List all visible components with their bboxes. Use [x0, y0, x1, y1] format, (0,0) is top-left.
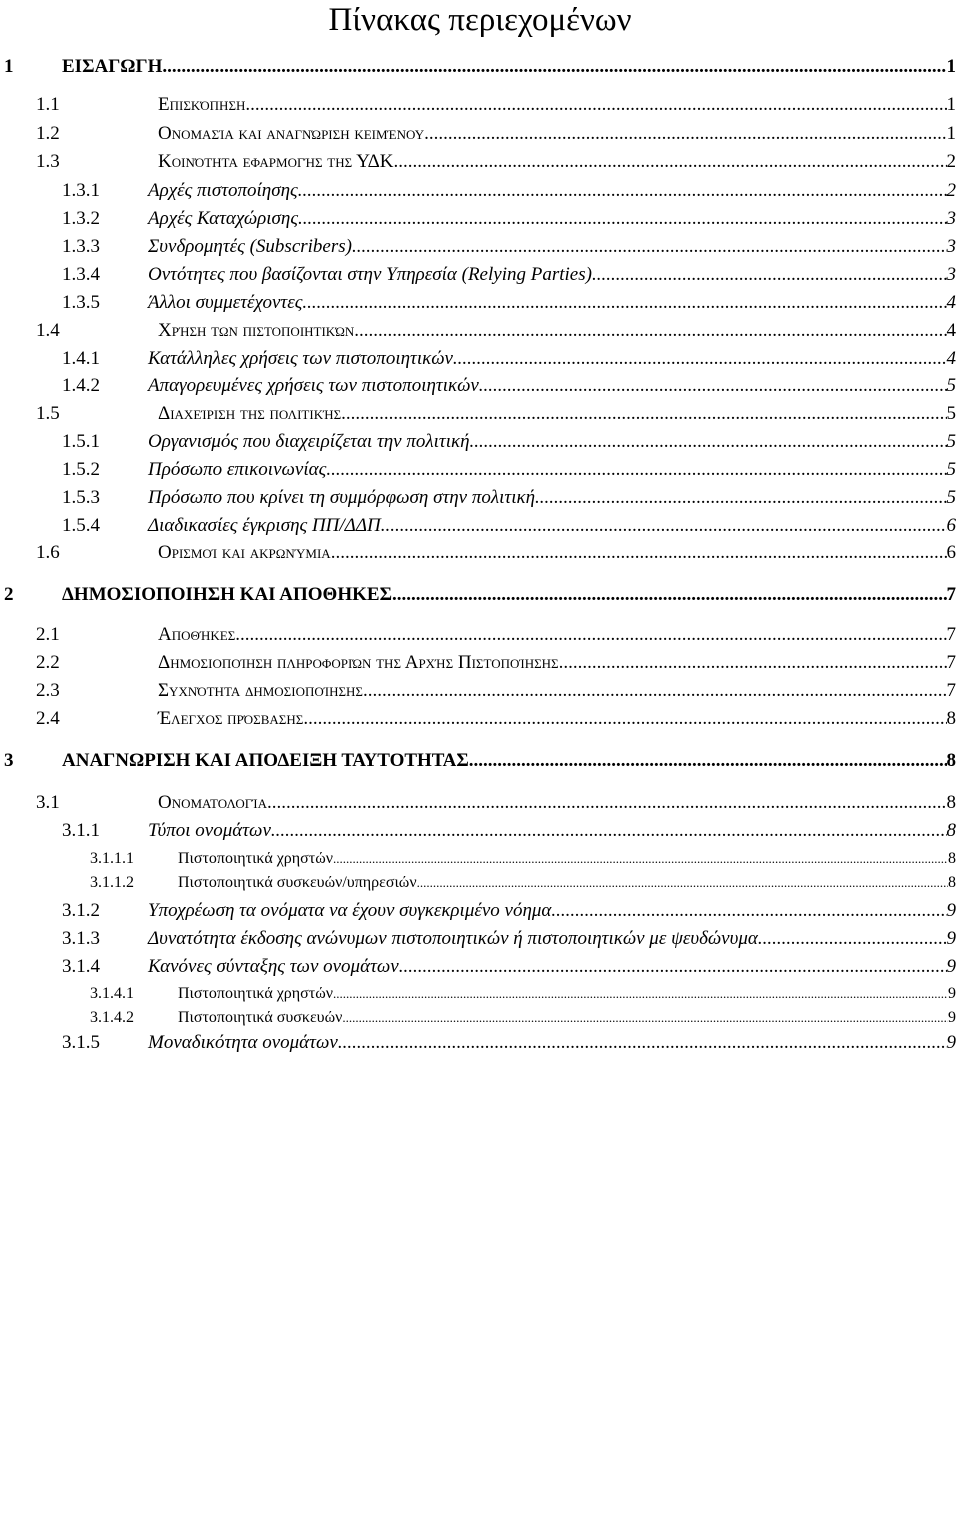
toc-entry-label: Αρχές Καταχώρισης: [148, 208, 299, 229]
toc-entry-label: Πιστοποιητικά χρηστών: [178, 850, 333, 867]
toc-entry-label: Ονοματολογία: [158, 792, 268, 813]
toc-entry-page: 8: [948, 850, 956, 867]
toc-entry-number: 1.3.4: [62, 264, 100, 285]
toc-entry-page: 6: [946, 515, 956, 536]
toc-entry-number: 1.3.1: [62, 180, 100, 201]
toc-entry-number: 3.1.4.2: [90, 1009, 134, 1026]
toc-entry-page: 1: [946, 94, 956, 115]
toc-entry-label: Πιστοποιητικά χρηστών: [178, 985, 333, 1002]
toc-entry-page: 9: [948, 1009, 956, 1026]
toc-leader-dots: [162, 56, 946, 78]
toc-entry[interactable]: [0, 1032, 960, 1054]
toc-leader-dots: [303, 708, 946, 730]
toc-entry[interactable]: [0, 208, 960, 230]
toc-entry[interactable]: [0, 56, 960, 78]
toc-entry-page: 3: [946, 264, 956, 285]
toc-entry-label: Διαδικασίες έγκρισης ΠΠ/ΔΔΠ: [148, 515, 381, 536]
toc-entry-number: 1.3.2: [62, 208, 100, 229]
toc-leader-dots: [453, 348, 947, 370]
toc-entry[interactable]: [0, 708, 960, 730]
toc-entry-number: 1.3.5: [62, 292, 100, 313]
toc-entry-number: 1: [4, 56, 14, 77]
toc-leader-dots: [331, 542, 947, 564]
toc-entry-label: Δημοσιοποίηση πληροφοριών της Αρχής Πιστοποίησης: [158, 652, 559, 673]
toc-entry-number: 3.1.2: [62, 900, 100, 921]
toc-leader-dots: [235, 624, 946, 646]
toc-entry-page: 4: [946, 348, 956, 369]
toc-entry-label: Συνδρομητές (Subscribers): [148, 236, 352, 257]
toc-entry[interactable]: [0, 292, 960, 314]
toc-entry[interactable]: [0, 584, 960, 606]
toc-entry-number: 1.5.2: [62, 459, 100, 480]
toc-entry-number: 3.1.3: [62, 928, 100, 949]
toc-entry-label: Πιστοποιητικά συσκευών/υπηρεσιών: [178, 874, 417, 891]
toc-entry-page: 5: [946, 459, 956, 480]
toc-leader-dots: [271, 820, 947, 842]
toc-entry-number: 3: [4, 750, 14, 771]
toc-entry-label: Πιστοποιητικά συσκευών: [178, 1009, 343, 1026]
toc-leader-dots: [469, 750, 947, 772]
toc-entry-number: 1.5.1: [62, 431, 100, 452]
toc-leader-dots: [551, 900, 946, 922]
toc-entry-label: Υποχρέωση τα ονόματα να έχουν συγκεκριμένο νόημα: [148, 900, 552, 921]
toc-entry[interactable]: [0, 956, 960, 978]
toc-leader-dots: [298, 208, 946, 230]
toc-entry-page: 5: [946, 487, 956, 508]
toc-entry-label: ΕΙΣΑΓΩΓΗ: [62, 56, 163, 77]
toc-entry-page: 8: [946, 820, 956, 841]
toc-leader-dots: [333, 984, 948, 1004]
toc-entry[interactable]: [0, 375, 960, 397]
toc-entry[interactable]: [0, 542, 960, 564]
toc-leader-dots: [245, 94, 946, 116]
toc-entry-number: 1.1: [36, 94, 60, 115]
toc-entry-label: Συχνότητα δημοσιοποίησης: [158, 680, 363, 701]
toc-leader-dots: [399, 956, 947, 978]
toc-entry-page: 1: [946, 56, 956, 77]
toc-leader-dots: [363, 680, 947, 702]
toc-entry-number: 2.2: [36, 652, 60, 673]
toc-entry-number: 1.3: [36, 151, 60, 172]
toc-entry-page: 2: [946, 151, 956, 172]
toc-entry-label: Ονομασία και αναγνώριση κειμένου: [158, 123, 425, 144]
toc-entry[interactable]: [0, 264, 960, 286]
toc-entry-label: ΔΗΜΟΣΙΟΠΟΙΗΣΗ ΚΑΙ ΑΠΟΘΗΚΕΣ: [62, 584, 392, 605]
toc-entry[interactable]: [0, 900, 960, 922]
toc-entry[interactable]: [0, 680, 960, 702]
toc-entry-number: 1.6: [36, 542, 60, 563]
toc-entry-number: 1.5.4: [62, 515, 100, 536]
toc-leader-dots: [394, 151, 947, 173]
toc-entry-page: 5: [946, 403, 956, 424]
toc-entry[interactable]: [0, 515, 960, 537]
toc-entry-label: Επισκόπηση: [158, 94, 246, 115]
toc-entry-number: 1.4: [36, 320, 60, 341]
toc-leader-dots: [298, 180, 947, 202]
toc-entry-number: 1.4.1: [62, 348, 100, 369]
toc-entry-page: 9: [946, 900, 956, 921]
toc-entry-label: Αρχές πιστοποίησης: [148, 180, 298, 201]
toc-entry-number: 1.3.3: [62, 236, 100, 257]
toc-entry-page: 8: [946, 792, 956, 813]
toc-leader-dots: [338, 1032, 947, 1054]
toc-entry[interactable]: [0, 928, 960, 950]
toc-leader-dots: [758, 928, 947, 950]
toc-entry[interactable]: [0, 820, 960, 842]
toc-entry[interactable]: [0, 431, 960, 453]
toc-leader-dots: [381, 515, 947, 537]
toc-entry-label: Μοναδικότητα ονομάτων: [148, 1032, 338, 1053]
toc-leader-dots: [424, 123, 946, 145]
toc-entry[interactable]: [0, 403, 960, 425]
toc-entry-page: 8: [946, 750, 956, 771]
toc-entry-label: Οργανισμός που διαχειρίζεται την πολιτική: [148, 431, 470, 452]
toc-title: Πίνακας περιεχομένων: [328, 2, 632, 38]
toc-entry[interactable]: [0, 1008, 960, 1028]
toc-entry-label: Διαχείριση της πολιτικής: [158, 403, 342, 424]
toc-entry-page: 4: [946, 292, 956, 313]
toc-entry-page: 8: [946, 708, 956, 729]
toc-entry-page: 9: [948, 985, 956, 1002]
toc-entry-label: Πρόσωπο που κρίνει τη συμμόρφωση στην πολιτική: [148, 487, 536, 508]
toc-entry-label: Άλλοι συμμετέχοντες: [148, 292, 303, 313]
toc-entry-number: 1.5: [36, 403, 60, 424]
toc-entry-page: 8: [948, 874, 956, 891]
toc-entry-number: 1.5.3: [62, 487, 100, 508]
toc-entry-label: Δυνατότητα έκδοσης ανώνυμων πιστοποιητικών ή πιστοποιητικών με ψευδώνυμα: [148, 928, 758, 949]
toc-entry-page: 7: [946, 584, 956, 605]
toc-entry[interactable]: [0, 487, 960, 509]
toc-entry-number: 2: [4, 584, 14, 605]
toc-entry-page: 4: [946, 320, 956, 341]
toc-entry-page: 5: [946, 375, 956, 396]
toc-entry-page: 9: [946, 956, 956, 977]
toc-entry-number: 2.4: [36, 708, 60, 729]
toc-entry-label: Κανόνες σύνταξης των ονομάτων: [148, 956, 399, 977]
toc-entry-label: Ορισμοί και ακρωνύμια: [158, 542, 331, 563]
toc-entry[interactable]: [0, 849, 960, 869]
toc-entry-label: Χρήση των πιστοποιητικών: [158, 320, 355, 341]
toc-entry-page: 6: [946, 542, 956, 563]
toc-entry-page: 7: [946, 624, 956, 645]
toc-leader-dots: [341, 403, 946, 425]
toc-entry-label: Έλεγχος πρόσβασης: [158, 708, 304, 729]
toc-leader-dots: [470, 431, 947, 453]
toc-entry[interactable]: [0, 984, 960, 1004]
toc-entry[interactable]: [0, 320, 960, 342]
toc-entry-number: 2.1: [36, 624, 60, 645]
toc-leader-dots: [559, 652, 947, 674]
toc-entry[interactable]: [0, 236, 960, 258]
toc-entry-number: 3.1.1.1: [90, 850, 134, 867]
toc-leader-dots: [592, 264, 947, 286]
toc-entry-page: 5: [946, 431, 956, 452]
toc-entry-number: 3.1.1: [62, 820, 100, 841]
toc-entry[interactable]: [0, 123, 960, 145]
toc-entry[interactable]: [0, 652, 960, 674]
toc-entry-page: 9: [946, 928, 956, 949]
toc-entry-page: 7: [946, 680, 956, 701]
toc-leader-dots: [326, 459, 946, 481]
toc-entry-label: Κοινότητα εφαρμογής της ΥΔΚ: [158, 151, 394, 172]
toc-entry-label: Κατάλληλες χρήσεις των πιστοποιητικών: [148, 348, 453, 369]
toc-entry-number: 1.2: [36, 123, 60, 144]
toc-entry-label: Αποθήκες: [158, 624, 236, 645]
toc-leader-dots: [417, 873, 948, 893]
toc-leader-dots: [267, 792, 946, 814]
toc-entry-number: 1.4.2: [62, 375, 100, 396]
toc-entry[interactable]: [0, 348, 960, 370]
toc-entry-label: Απαγορευμένες χρήσεις των πιστοποιητικών: [148, 375, 479, 396]
toc-leader-dots: [354, 320, 946, 342]
toc-entry-number: 3.1.5: [62, 1032, 100, 1053]
toc-leader-dots: [333, 849, 948, 869]
toc-entry-label: Οντότητες που βασίζονται στην Υπηρεσία (Relying Parties): [148, 264, 592, 285]
toc-entry[interactable]: [0, 151, 960, 173]
toc-entry[interactable]: [0, 94, 960, 116]
toc-entry-number: 3.1.1.2: [90, 874, 134, 891]
toc-entry-label: Πρόσωπο επικοινωνίας: [148, 459, 327, 480]
toc-entry[interactable]: [0, 624, 960, 646]
toc-entry-number: 2.3: [36, 680, 60, 701]
toc-leader-dots: [302, 292, 946, 314]
toc-entry[interactable]: [0, 459, 960, 481]
toc-leader-dots: [392, 584, 947, 606]
toc-leader-dots: [479, 375, 947, 397]
toc-entry[interactable]: [0, 873, 960, 893]
toc-entry-page: 2: [946, 180, 956, 201]
toc-entry-number: 3.1: [36, 792, 60, 813]
toc-entry-page: 3: [946, 236, 956, 257]
toc-entry-label: Τύποι ονομάτων: [148, 820, 271, 841]
toc-entry-label: ΑΝΑΓΝΩΡΙΣΗ ΚΑΙ ΑΠΟΔΕΙΞΗ ΤΑΥΤΟΤΗΤΑΣ: [62, 750, 469, 771]
toc-entry[interactable]: [0, 750, 960, 772]
toc-leader-dots: [342, 1008, 948, 1028]
toc-leader-dots: [535, 487, 946, 509]
toc-leader-dots: [352, 236, 947, 258]
toc-entry-page: 9: [946, 1032, 956, 1053]
toc-entry-page: 7: [946, 652, 956, 673]
toc-entry-page: 1: [946, 123, 956, 144]
toc-entry[interactable]: [0, 792, 960, 814]
toc-entry-number: 3.1.4: [62, 956, 100, 977]
toc-entry-page: 3: [946, 208, 956, 229]
toc-entry[interactable]: [0, 180, 960, 202]
toc-entry-number: 3.1.4.1: [90, 985, 134, 1002]
